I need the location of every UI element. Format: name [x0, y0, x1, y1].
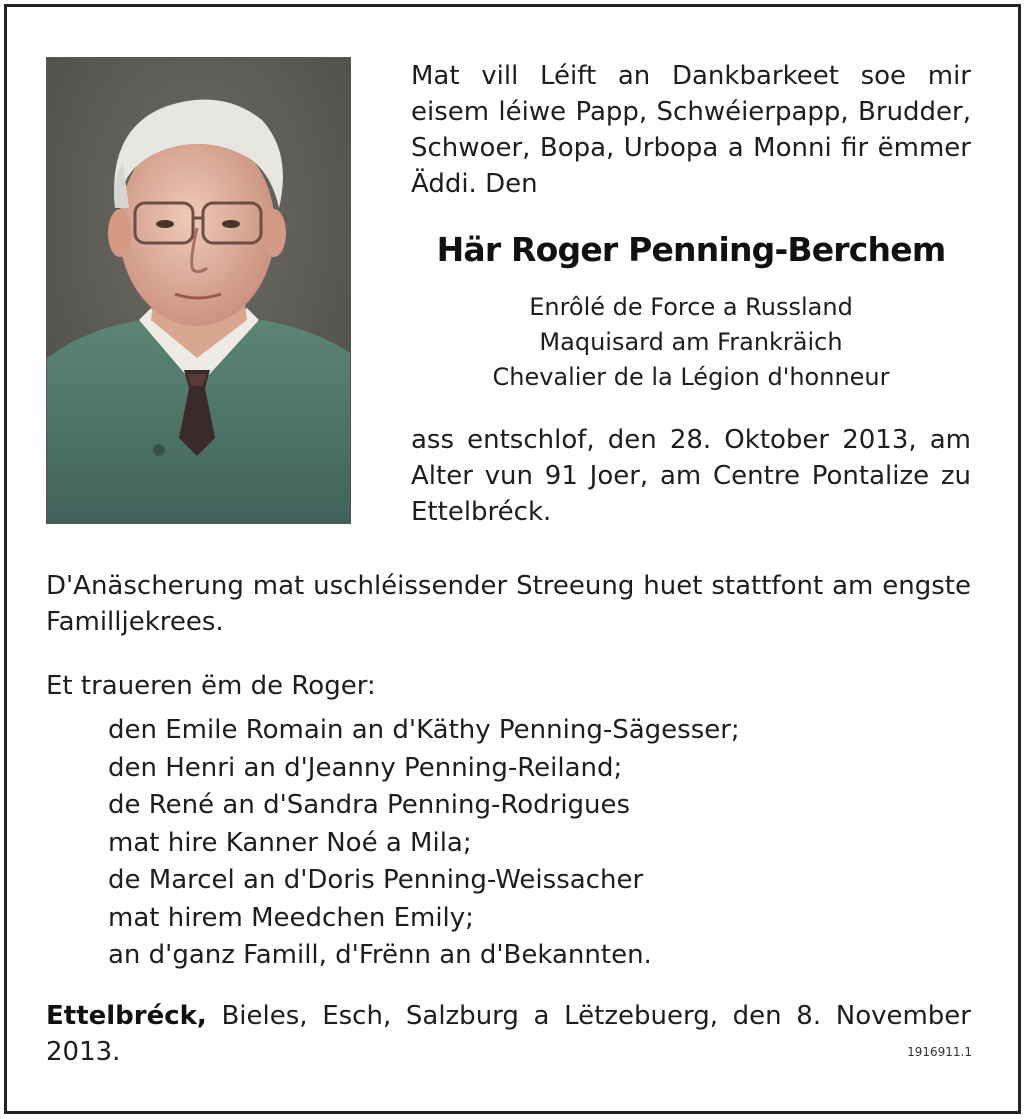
honor-line: Enrôlé de Force a Russland — [529, 293, 853, 321]
honors-list — [411, 290, 971, 395]
mourner-line: de René an d'Sandra Penning-Rodrigues — [108, 790, 631, 820]
intro-text: Mat vill Léift an Dankbarkeet soe mir eisem léiwe Papp, Schwéierpapp, Brudder, Schwoer, Bopa, Urbopa a Monni fir ëmmer Äddi. Den — [411, 61, 971, 199]
mourner-line: an d'ganz Famill, d'Frënn an d'Bekannten. — [108, 940, 652, 970]
ceremony-text: D'Anäscherung mat uschléissender Streeung huet stattfont am engste Familljekrees. — [46, 571, 971, 637]
portrait-photo — [46, 57, 351, 524]
place-rest: Bieles, Esch, Salzburg a Lëtzebuerg, den 8. November 2013. — [46, 1001, 971, 1067]
reference-number: 1916911.1 — [907, 1045, 972, 1059]
honor-line: Maquisard am Frankräich — [539, 328, 843, 356]
place-date-line — [46, 998, 971, 1070]
mourner-line: den Henri an d'Jeanny Penning-Reiland; — [108, 752, 623, 783]
mourner-line: mat hire Kanner Noé a Mila; — [108, 827, 472, 858]
place-bold: Ettelbréck, — [46, 1001, 207, 1031]
mourner-line: den Emile Romain an d'Käthy Penning-Sägesser; — [108, 715, 740, 745]
honor-line: Chevalier de la Légion d'honneur — [492, 363, 890, 391]
mourners-list — [108, 712, 740, 975]
mourner-line: de Marcel an d'Doris Penning-Weissacher — [108, 865, 644, 895]
death-announcement: ass entschlof, den 28. Oktober 2013, am Alter vun 91 Joer, am Centre Pontalize zu Ettelbréck. — [411, 425, 971, 527]
mourner-line: mat hirem Meedchen Emily; — [108, 902, 474, 933]
mourners-heading: Et traueren ëm de Roger: — [46, 671, 376, 701]
deceased-name: Här Roger Penning-Berchem — [436, 230, 946, 269]
